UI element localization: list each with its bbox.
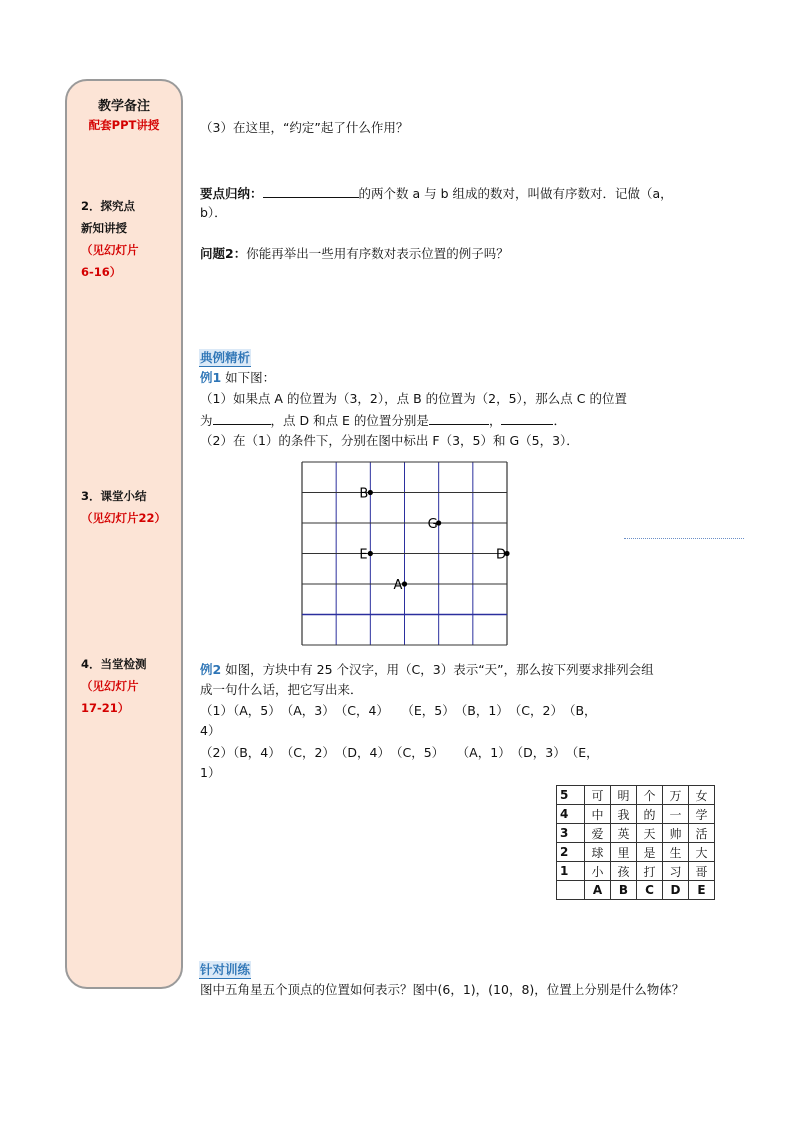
row-number: 4 (557, 805, 585, 824)
char-cell: 大 (689, 843, 715, 862)
char-cell: 球 (585, 843, 611, 862)
point-e (368, 551, 373, 556)
example-1-line1: （1）如果点 A 的位置为（3，2），点 B 的位置为（2，5），那么点 C 的位置 (200, 391, 627, 406)
example-2-text: 如图，方块中有 25 个汉字，用（C，3）表示“天”，那么按下列要求排列会组 (221, 662, 654, 677)
question-2-label: 问题2： (200, 246, 247, 261)
char-cell: 习 (663, 862, 689, 881)
char-cell: 可 (585, 786, 611, 805)
blank-c (213, 410, 271, 425)
char-cell: 孩 (611, 862, 637, 881)
char-cell: 小 (585, 862, 611, 881)
column-letter: D (663, 881, 689, 900)
example-2-seq1: （1）（A，5） （A，3） （C，4） （E，5） （B，1） （C，2） （B， (200, 703, 597, 718)
char-cell: 是 (637, 843, 663, 862)
sidebar-step-4 (81, 653, 177, 719)
char-cell: 帅 (663, 824, 689, 843)
point-label-a: A (393, 578, 403, 593)
dotted-divider (624, 538, 744, 539)
question-2-text: 你能再举出一些用有序数对表示位置的例子吗？ (246, 246, 509, 261)
ex1-l2c: ， (488, 413, 502, 428)
column-letter: B (611, 881, 637, 900)
char-table-row (557, 824, 715, 843)
row-number: 5 (557, 786, 585, 805)
step-4-ref: （见幻灯片 (81, 679, 139, 693)
step-3-title: 3．课堂小结 (81, 489, 147, 503)
char-table-row (557, 786, 715, 805)
sidebar-step-2 (81, 195, 177, 283)
point-label-d: D (496, 547, 507, 563)
char-cell: 一 (663, 805, 689, 824)
example-1-heading (200, 368, 275, 388)
example-2-line1 (200, 660, 654, 680)
char-table-row (557, 862, 715, 881)
example-1-line3: （2）在（1）的条件下，分别在图中标出 F（3，5）和 G（5，3）． (200, 433, 579, 448)
column-letter: A (585, 881, 611, 900)
example-2-seq1b: 4） (200, 723, 221, 738)
key-points (200, 183, 673, 204)
step-3-ref: （见幻灯片22） (81, 511, 167, 525)
blank-d (429, 410, 489, 425)
point-a (402, 581, 407, 586)
key-points-blank (263, 183, 359, 198)
char-cell: 女 (689, 786, 715, 805)
corner-cell (557, 881, 585, 900)
point-label-b: B (359, 486, 369, 502)
sidebar-step-3 (81, 485, 177, 529)
sidebar-title: 教学备注 (97, 99, 150, 114)
key-points-label: 要点归纳： (200, 186, 263, 201)
char-cell: 里 (611, 843, 637, 862)
ex1-l2b: ，点 D 和点 E 的位置分别是 (270, 413, 429, 428)
row-number: 2 (557, 843, 585, 862)
blank-e (501, 410, 553, 425)
step-4-title: 4．当堂检测 (81, 657, 147, 671)
question-2 (200, 244, 509, 264)
char-cell: 哥 (689, 862, 715, 881)
example-2-line2: 成一句什么话，把它写出来． (200, 682, 363, 697)
char-cell: 天 (637, 824, 663, 843)
char-cell: 学 (689, 805, 715, 824)
char-cell: 个 (637, 786, 663, 805)
point-b (368, 490, 373, 495)
ex1-l2d: ． (553, 413, 566, 428)
char-cell: 中 (585, 805, 611, 824)
row-number: 1 (557, 862, 585, 881)
practice-question: 图中五角星五个顶点的位置如何表示？图中(6，1)，(10，8)，位置上分别是什么物体？ (200, 982, 685, 997)
teaching-notes-sidebar (65, 79, 183, 989)
char-cell: 明 (611, 786, 637, 805)
char-cell: 我 (611, 805, 637, 824)
coordinate-grid (299, 459, 511, 649)
section-practice: 针对训练 (200, 962, 251, 977)
example-2-label: 例2 (200, 662, 222, 677)
char-cell: 生 (663, 843, 689, 862)
example-1-line2 (200, 410, 566, 431)
char-cell: 万 (663, 786, 689, 805)
example-2-seq2b: 1） (200, 765, 221, 780)
char-cell: 打 (637, 862, 663, 881)
point-label-g: G (427, 517, 438, 532)
step-2-ref: （见幻灯片 (81, 243, 139, 257)
step-4-ref2: 17-21） (81, 701, 130, 715)
step-2-title: 2．探究点 (81, 199, 136, 213)
example-2-seq2: （2）（B，4） （C，2） （D，4） （C，5） （A，1） （D，3） （E， (200, 745, 599, 760)
char-cell: 爱 (585, 824, 611, 843)
key-points-text: 的两个数 a 与 b 组成的数对，叫做有序数对．记做（a， (358, 186, 673, 201)
character-table (556, 785, 715, 900)
step-2-ref2: 6-16） (81, 265, 122, 279)
char-cell: 英 (611, 824, 637, 843)
sidebar-subtitle: 配套PPT讲授 (88, 118, 160, 132)
step-2-line2: 新知讲授 (81, 221, 127, 235)
question-3: （3）在这里，“约定”起了什么作用？ (200, 120, 409, 135)
char-table-row (557, 843, 715, 862)
char-table-row (557, 805, 715, 824)
char-cell: 活 (689, 824, 715, 843)
char-table-header-row (557, 881, 715, 900)
ex1-l2a: 为 (200, 413, 213, 428)
char-cell: 的 (637, 805, 663, 824)
example-1-label: 例1 (200, 370, 222, 385)
row-number: 3 (557, 824, 585, 843)
column-letter: E (689, 881, 715, 900)
column-letter: C (637, 881, 663, 900)
point-label-e: E (359, 547, 368, 563)
section-typical-examples: 典例精析 (200, 350, 251, 365)
example-1-title: 如下图： (221, 370, 276, 385)
key-points-line2: b）． (200, 205, 227, 220)
